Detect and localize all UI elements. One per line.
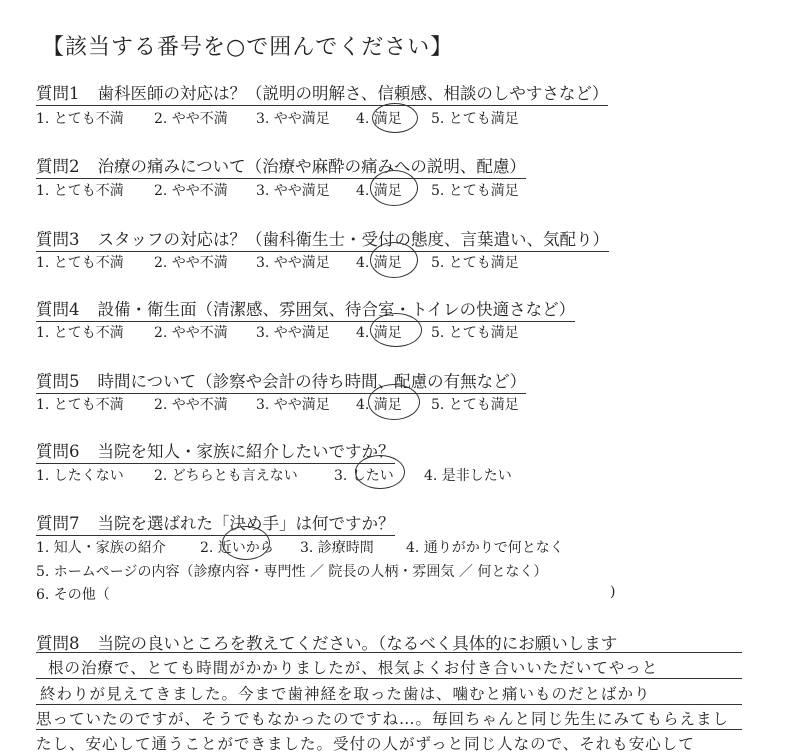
q6-option-2[interactable]: 2. どちらとも言えない [154,468,298,484]
answer-circle-q6 [355,455,405,489]
question-7-heading [36,510,395,536]
q1-option-4[interactable]: 4. 満足 [356,111,402,127]
question-5-text: 時間について（診察や会計の待ち時間、配慮の有無など） [97,372,527,391]
q7-option-2[interactable]: 2. 近いから [200,540,274,556]
q4-option-5[interactable]: 5. とても満足 [431,325,519,341]
q3-option-2[interactable]: 2. やや不満 [154,255,228,271]
answer-circle-q1 [372,103,418,133]
q2-option-3[interactable]: 3. やや満足 [256,183,330,199]
question-6-label: 質問6 [36,442,80,461]
q5-option-3[interactable]: 3. やや満足 [256,397,330,413]
q7-option-5[interactable]: 5. ホームページの内容（診療内容・専門性 ／ 院長の人柄・雰囲気 ／ 何となく） [36,564,548,580]
instruction-title: 【該当する番号を○で囲んでください】 [42,35,454,60]
q4-option-2[interactable]: 2. やや不満 [154,325,228,341]
question-5-heading [36,368,526,394]
q1-option-1[interactable]: 1. とても不満 [36,111,124,127]
handwritten-answer-line-4: たし、安心して通うことができました。受付の人がずっと同じ人なので、それも安心して [36,735,695,753]
question-2-label: 質問2 [36,157,80,176]
question-6-heading [36,438,395,464]
question-1-text: 歯科医師の対応は？（説明の明解さ、信頼感、相談のしやすさなど） [97,84,609,103]
q5-option-4[interactable]: 4. 満足 [356,397,402,413]
q4-option-3[interactable]: 3. やや満足 [256,325,330,341]
question-1-label: 質問1 [36,84,80,103]
q1-option-3[interactable]: 3. やや満足 [256,111,330,127]
answer-rule-3 [36,729,742,730]
question-4-label: 質問4 [36,300,80,319]
q1-option-2[interactable]: 2. やや不満 [154,111,228,127]
q1-option-5[interactable]: 5. とても満足 [431,111,519,127]
q7-option-4[interactable]: 4. 通りがかりで何となく [406,540,564,556]
question-3-heading [36,226,609,252]
q3-option-3[interactable]: 3. やや満足 [256,255,330,271]
q3-option-4[interactable]: 4. 満足 [356,255,402,271]
q2-option-5[interactable]: 5. とても満足 [431,183,519,199]
question-2-text: 治療の痛みについて（治療や麻酔の痛みへの説明、配慮） [97,157,526,176]
q2-option-1[interactable]: 1. とても不満 [36,183,124,199]
q7-option-3[interactable]: 3. 診療時間 [300,540,374,556]
q2-option-4[interactable]: 4. 満足 [356,183,402,199]
answer-rule-1 [36,678,742,679]
question-7-text: 当院を選ばれた「決め手」は何ですか？ [97,514,395,533]
answer-circle-q5 [368,384,420,420]
q2-option-2[interactable]: 2. やや不満 [154,183,228,199]
answer-rule-2 [36,704,742,705]
answer-rule-0 [36,652,742,653]
question-1-heading [36,80,608,106]
question-3-text: スタッフの対応は？（歯科衛生士・受付の態度、言葉遣い、気配り） [97,230,609,249]
question-2-heading [36,153,526,179]
question-7-label: 質問7 [36,514,80,533]
q6-option-4[interactable]: 4. 是非したい [424,468,512,484]
question-4-heading [36,296,575,322]
q3-option-1[interactable]: 1. とても不満 [36,255,124,271]
q5-option-5[interactable]: 5. とても満足 [431,397,519,413]
q5-option-2[interactable]: 2. やや不満 [154,397,228,413]
q4-option-4[interactable]: 4. 満足 [356,325,402,341]
q3-option-5[interactable]: 5. とても満足 [431,255,519,271]
q5-option-1[interactable]: 1. とても不満 [36,397,124,413]
q7-option-1[interactable]: 1. 知人・家族の紹介 [36,540,166,556]
question-8-text: 当院の良いところを教えてください。（なるべく具体的にお願いします [97,634,618,653]
question-8-label: 質問8 [36,634,80,653]
q7-option-6-close: ) [610,584,616,600]
handwritten-answer-line-2: 終わりが見えてきました。今まで歯神経を取った歯は、噛むと痛いものだとばかり [40,685,651,703]
handwritten-answer-line-1: 根の治療で、とても時間がかかりましたが、根気よくお付き合いいただいてやっと [48,659,659,677]
question-6-text: 当院を知人・家族に紹介したいですか？ [97,442,395,461]
answer-circle-q2 [370,170,418,206]
question-4-text: 設備・衛生面（清潔感、雰囲気、待合室・トイレの快適さなど） [97,300,576,319]
answer-circle-q7 [222,526,270,560]
answer-circle-q3 [370,242,418,278]
q4-option-1[interactable]: 1. とても不満 [36,325,124,341]
q6-option-3[interactable]: 3. したい [334,468,394,484]
q6-option-1[interactable]: 1. したくない [36,468,124,484]
answer-circle-q4 [370,313,422,347]
q7-option-6[interactable]: 6. その他（ [36,587,110,603]
question-3-label: 質問3 [36,230,80,249]
handwritten-answer-line-3: 思っていたのですが、そうでもなかったのですね…。毎回ちゃんと同じ先生にみてもらえまし [36,710,730,728]
question-5-label: 質問5 [36,372,80,391]
